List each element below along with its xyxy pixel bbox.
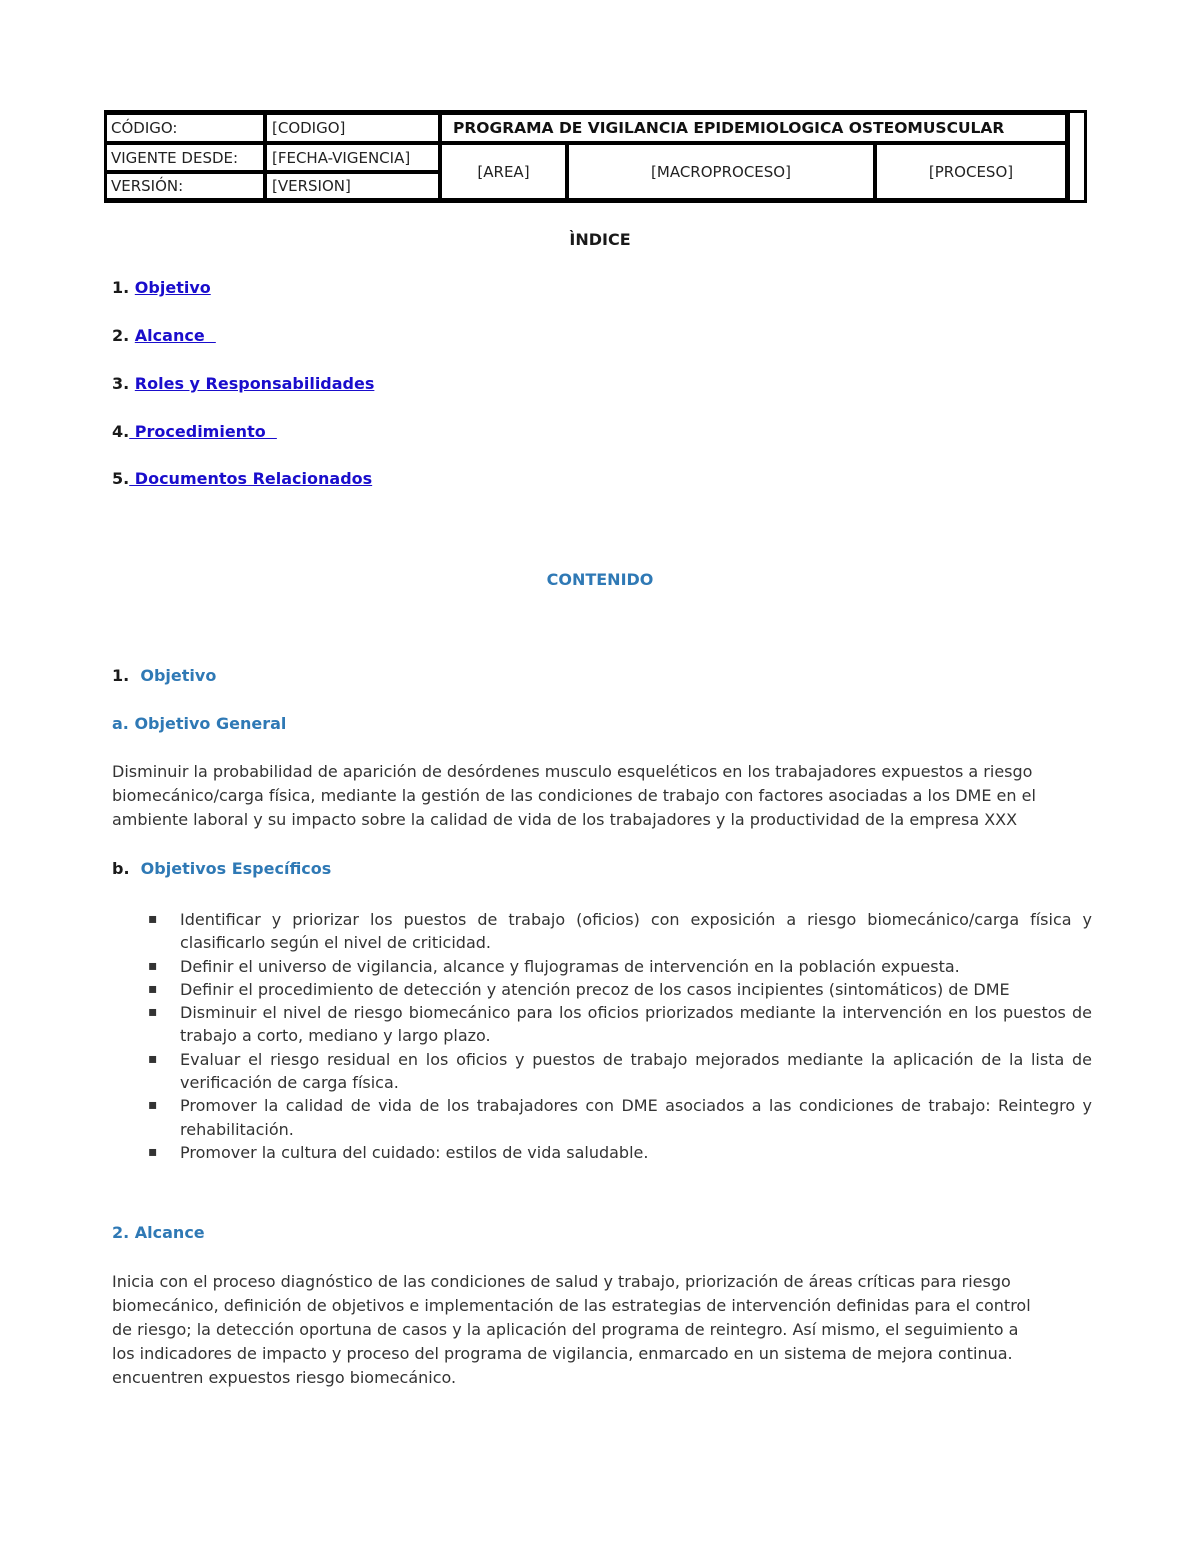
toc-item-objetivo bbox=[112, 278, 211, 297]
paragraph-line: ambiente laboral y su impacto sobre la calidad de vida de los trabajadores y la productividad de la empresa XXX bbox=[112, 810, 1018, 829]
bullet-icon: ▪ bbox=[148, 911, 158, 927]
content-title: CONTENIDO bbox=[546, 570, 654, 589]
bullet-icon: ▪ bbox=[148, 1050, 158, 1067]
objetivos-especificos-list bbox=[148, 908, 1092, 1164]
list-item-text: Identificar y priorizar los puestos de trabajo (oficios) con exposición a riesgo biomecánico/carga física y clasificarlo según el nivel de criticidad. bbox=[180, 910, 1092, 953]
bullet-icon: ▪ bbox=[148, 957, 158, 974]
section-label: Objetivos Específicos bbox=[140, 859, 332, 878]
section-number: 1. bbox=[112, 666, 130, 685]
bullet-icon: ▪ bbox=[148, 980, 158, 997]
list-item bbox=[148, 978, 1092, 1001]
version-value: [VERSION] bbox=[265, 172, 440, 200]
vigente-value: [FECHA-VIGENCIA] bbox=[265, 143, 440, 172]
paragraph-line: los indicadores de impacto y proceso del programa de vigilancia, enmarcado en un sistema de mejora continua. bbox=[112, 1344, 1013, 1363]
macroproceso-cell: [MACROPROCESO] bbox=[567, 143, 875, 200]
toc-number: 1. bbox=[112, 278, 130, 297]
bullet-icon: ▪ bbox=[148, 1004, 158, 1021]
paragraph-line: Disminuir la probabilidad de aparición de desórdenes musculo esqueléticos en los trabajadores expuestos a riesgo bbox=[112, 762, 1033, 781]
list-item-text: Definir el procedimiento de detección y atención precoz de los casos incipientes (sintomáticos) de DME bbox=[180, 979, 1010, 999]
list-item bbox=[148, 1094, 1092, 1141]
toc-link-alcance[interactable]: Alcance bbox=[134, 326, 216, 345]
list-item-text: Definir el universo de vigilancia, alcance y flujogramas de intervención en la población expuesta. bbox=[180, 956, 960, 976]
section-label: Objetivo bbox=[140, 666, 217, 685]
list-item-text: Promover la calidad de vida de los trabajadores con DME asociados a las condiciones de trabajo: Reintegro y rehabilitación. bbox=[180, 1096, 1092, 1139]
list-item bbox=[148, 1001, 1092, 1048]
list-item bbox=[148, 955, 1092, 978]
toc-number: 4. bbox=[112, 422, 130, 441]
toc-link-procedimiento[interactable]: Procedimiento bbox=[129, 422, 277, 441]
codigo-value: [CODIGO] bbox=[265, 113, 440, 143]
toc-item-alcance bbox=[112, 326, 216, 345]
paragraph-line: Inicia con el proceso diagnóstico de las condiciones de salud y trabajo, priorización de áreas críticas para riesgo bbox=[112, 1272, 1011, 1291]
bullet-icon: ▪ bbox=[148, 1143, 158, 1160]
alcance-paragraph bbox=[112, 1270, 1090, 1390]
codigo-label: CÓDIGO: bbox=[104, 113, 265, 143]
bullet-icon: ▪ bbox=[148, 1097, 158, 1114]
section-heading-objetivo bbox=[112, 666, 216, 685]
version-label: VERSIÓN: bbox=[104, 172, 265, 200]
list-item bbox=[148, 1141, 1092, 1164]
section-heading-alcance: 2. Alcance bbox=[112, 1223, 205, 1242]
objetivo-general-paragraph bbox=[112, 760, 1090, 832]
subsection-heading-objetivo-general: a. Objetivo General bbox=[112, 714, 287, 733]
list-item-text: Promover la cultura del cuidado: estilos de vida saludable. bbox=[180, 1142, 649, 1162]
index-title: ÌNDICE bbox=[569, 230, 631, 249]
paragraph-line: biomecánico/carga física, mediante la gestión de las condiciones de trabajo con factores asociadas a los DME en el bbox=[112, 786, 1036, 805]
toc-number: 3. bbox=[112, 374, 130, 393]
proceso-cell: [PROCESO] bbox=[875, 143, 1067, 200]
subsection-heading-objetivos-especificos bbox=[112, 859, 331, 878]
toc-number: 5. bbox=[112, 469, 130, 488]
toc-link-objetivo[interactable]: Objetivo bbox=[134, 278, 211, 297]
table-right-rule bbox=[1067, 113, 1070, 200]
paragraph-line: biomecánico, definición de objetivos e implementación de las estrategias de intervención definidas para el control bbox=[112, 1296, 1031, 1315]
toc-link-roles[interactable]: Roles y Responsabilidades bbox=[134, 374, 375, 393]
section-number: b. bbox=[112, 859, 130, 878]
area-cell: [AREA] bbox=[440, 143, 567, 200]
toc-item-procedimiento bbox=[112, 422, 277, 441]
list-item-text: Disminuir el nivel de riesgo biomecánico para los oficios priorizados mediante la intervención en los puestos de trabajo a corto, mediano y largo plazo. bbox=[180, 1003, 1092, 1046]
vigente-label: VIGENTE DESDE: bbox=[104, 143, 265, 172]
paragraph-line: de riesgo; la detección oportuna de casos y la aplicación del programa de reintegro. Así mismo, el seguimiento a bbox=[112, 1320, 1019, 1339]
list-item-text: Evaluar el riesgo residual en los oficios y puestos de trabajo mejorados mediante la aplicación de la lista de verificación de carga física. bbox=[180, 1049, 1092, 1093]
toc-item-roles bbox=[112, 374, 374, 393]
toc-link-documentos[interactable]: Documentos Relacionados bbox=[129, 469, 373, 488]
document-title: PROGRAMA DE VIGILANCIA EPIDEMIOLOGICA OSTEOMUSCULAR bbox=[440, 113, 1067, 143]
toc-item-documentos bbox=[112, 469, 372, 488]
paragraph-line: encuentren expuestos riesgo biomecánico. bbox=[112, 1368, 457, 1387]
list-item bbox=[148, 908, 1092, 955]
toc-number: 2. bbox=[112, 326, 130, 345]
list-item bbox=[148, 1048, 1092, 1095]
